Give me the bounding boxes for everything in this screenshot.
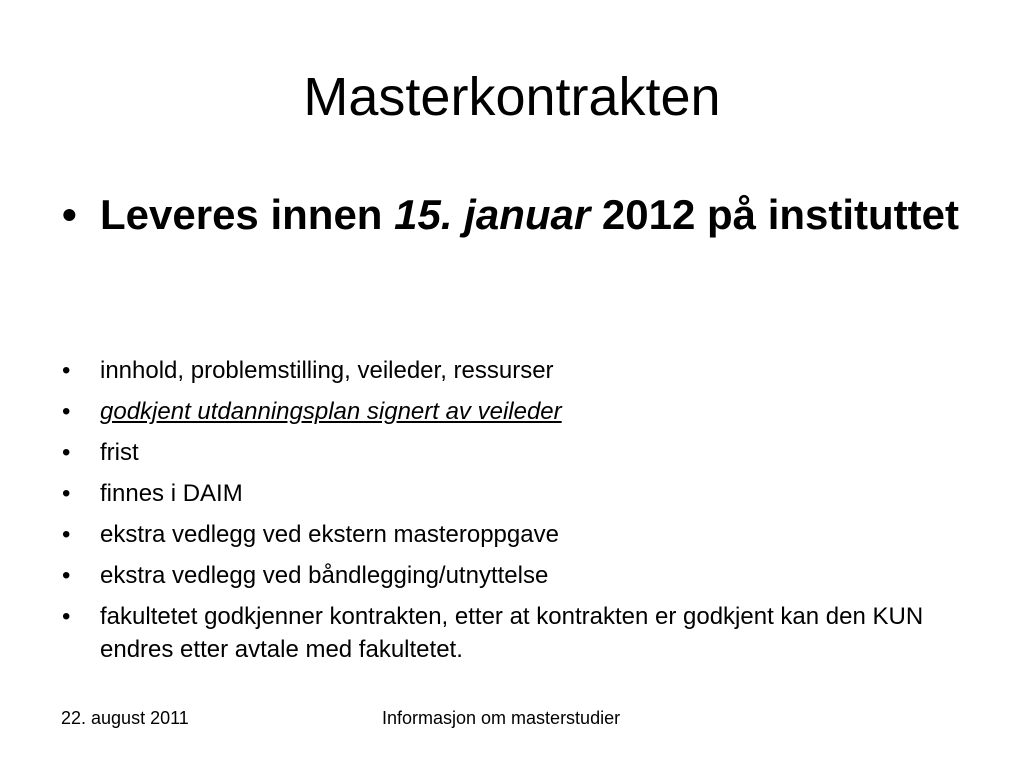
bullet-marker: • xyxy=(62,603,71,630)
main-bullet-part3: 2012 på instituttet xyxy=(590,191,959,238)
list-item xyxy=(62,354,962,387)
main-bullet-text xyxy=(100,186,962,244)
list-item-text: fakultetet godkjenner kontrakten, etter at kontrakten er godkjent kan den KUN endres etter avtale med fakultetet. xyxy=(100,603,924,663)
list-item xyxy=(62,477,962,510)
bullet-marker: • xyxy=(62,562,71,589)
list-item xyxy=(62,436,962,469)
main-bullet xyxy=(62,186,962,244)
bullet-marker: • xyxy=(62,398,71,425)
bullet-marker: • xyxy=(62,439,71,466)
bullet-marker: • xyxy=(62,191,77,238)
list-item-text: innhold, problemstilling, veileder, ressurser xyxy=(100,357,554,384)
list-item xyxy=(62,518,962,551)
bullet-marker: • xyxy=(62,357,71,384)
main-bullet-part1: Leveres innen xyxy=(100,191,395,238)
sub-bullet-list xyxy=(62,354,962,674)
list-item-link[interactable] xyxy=(62,395,962,428)
list-item xyxy=(62,600,962,666)
footer-title: Informasjon om masterstudier xyxy=(382,708,621,728)
bullet-marker: • xyxy=(62,480,71,507)
list-item-text: ekstra vedlegg ved ekstern masteroppgave xyxy=(100,521,559,548)
bullet-marker: • xyxy=(62,521,71,548)
list-item-text[interactable]: godkjent utdanningsplan signert av veileder xyxy=(100,398,562,425)
list-item-text: ekstra vedlegg ved båndlegging/utnyttelse xyxy=(100,562,549,589)
list-item-text: frist xyxy=(100,439,139,466)
list-item xyxy=(62,559,962,592)
list-item-text: finnes i DAIM xyxy=(100,480,243,507)
slide-title: Masterkontrakten xyxy=(303,67,721,127)
main-bullet-date: 15. januar xyxy=(394,191,591,238)
footer-date: 22. august 2011 xyxy=(61,708,189,728)
